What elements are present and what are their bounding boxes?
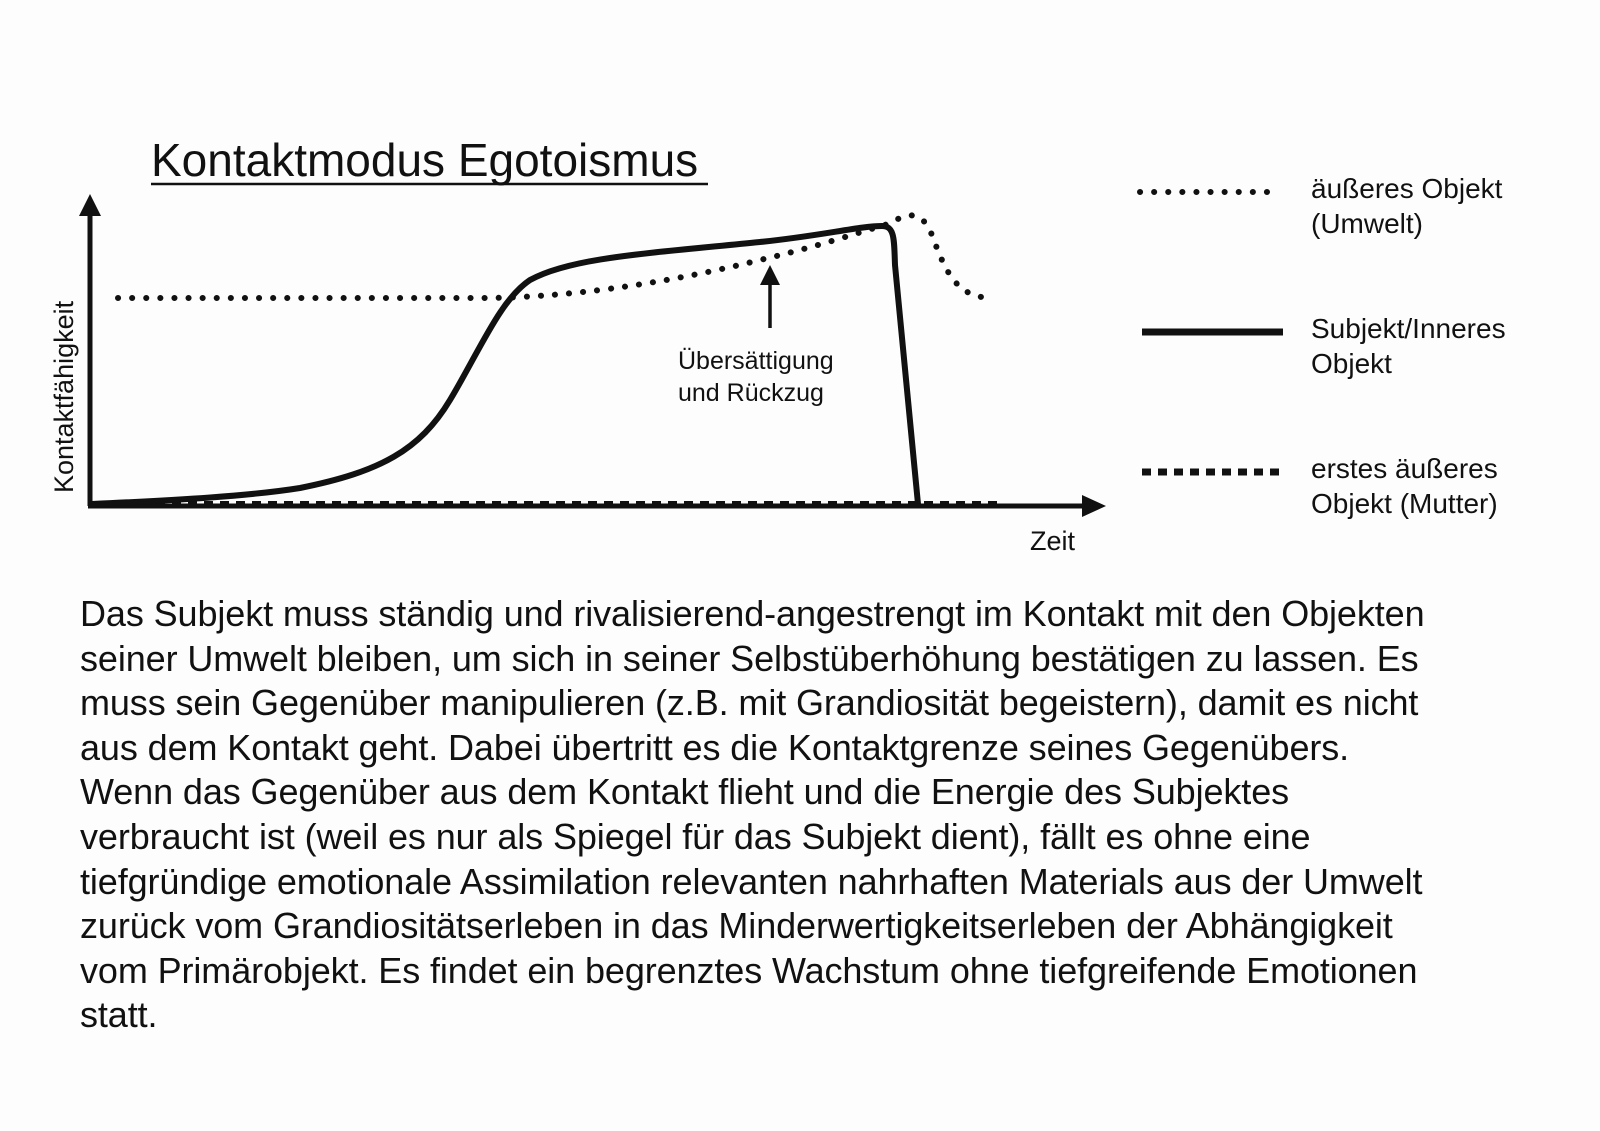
description-line: verbraucht ist (weil es nur als Spiegel für das Subjekt dient), fällt es ohne eine	[80, 815, 1311, 857]
diagram-title: Kontaktmodus Egotoismus	[151, 134, 699, 186]
x-axis-label: Zeit	[1030, 526, 1076, 556]
legend-label-subjekt: Subjekt/Inneres	[1311, 313, 1506, 344]
y-axis-arrowhead	[79, 194, 101, 216]
annotation-line-2: und Rückzug	[678, 379, 824, 407]
legend-label-subjekt-2: Objekt	[1311, 348, 1392, 379]
legend	[1140, 173, 1506, 519]
annotation-arrowhead	[760, 265, 780, 285]
description-paragraph	[80, 592, 1550, 1038]
legend-label-erstes-objekt: erstes äußeres	[1311, 453, 1498, 484]
description-line: muss sein Gegenüber manipulieren (z.B. mit Grandiosität begeistern), damit es nicht	[80, 682, 1419, 724]
description-line: tiefgründige emotionale Assimilation relevanten nahrhaften Materials aus der Umwelt	[80, 860, 1423, 902]
description-line: aus dem Kontakt geht. Dabei übertritt es die Kontaktgrenze seines Gegenübers.	[80, 726, 1350, 768]
legend-label-aeusseres-objekt-2: (Umwelt)	[1311, 208, 1423, 239]
description-line: Das Subjekt muss ständig und rivalisierend-angestrengt im Kontakt mit den Objekten	[80, 593, 1425, 634]
description-line: zurück vom Grandiositätserleben in das Minderwertigkeitserleben der Abhängigkeit	[80, 905, 1393, 947]
y-axis-label: Kontaktfähigkeit	[49, 300, 79, 493]
legend-label-erstes-objekt-2: Objekt (Mutter)	[1311, 488, 1498, 519]
description-line: statt.	[80, 994, 158, 1036]
annotation-line-1: Übersättigung	[678, 347, 834, 375]
legend-label-aeusseres-objekt: äußeres Objekt	[1311, 173, 1503, 204]
description-line: seiner Umwelt bleiben, um sich in seiner Selbstüberhöhung bestätigen zu lassen. Es	[80, 637, 1419, 679]
description-line: Wenn das Gegenüber aus dem Kontakt flieht und die Energie des Subjektes	[80, 771, 1290, 813]
x-axis-arrowhead	[1082, 495, 1106, 517]
description-line: vom Primärobjekt. Es findet ein begrenztes Wachstum ohne tiefgreifende Emotionen	[80, 949, 1418, 991]
